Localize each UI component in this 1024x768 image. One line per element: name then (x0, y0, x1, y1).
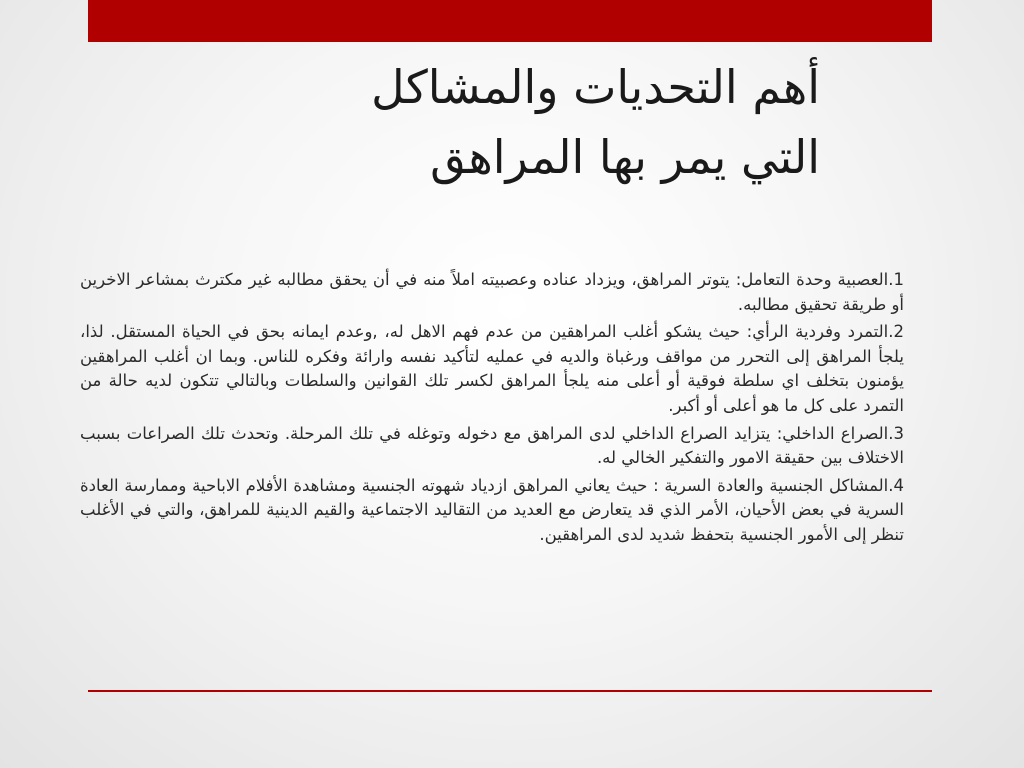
slide-title (100, 52, 820, 192)
paragraph-3: 3.الصراع الداخلي: يتزايد الصراع الداخلي لدى المراهق مع دخوله وتوغله في تلك المرحلة. وتحدث تلك الصراعات بسبب الاختلاف بين حقيقة الامور والتفكير الخالي له. (80, 423, 904, 468)
slide-title-line-1: أهم التحديات والمشاكل (371, 60, 820, 114)
paragraph-4: 4.المشاكل الجنسية والعادة السرية : حيث يعاني المراهق ازدياد شهوته الجنسية ومشاهدة الأفلام الاباحية وممارسة العادة السرية في بعض الأحيان، الأمر الذي قد يتعارض مع العديد من التقاليد الاجتماعية والقيم الدينية للمراهق، والتي في الأغلب تنظر إلى الأمور الجنسية بتحفظ شديد لدى المراهقين. (80, 475, 904, 544)
top-accent-band (88, 0, 932, 42)
bottom-accent-rule (88, 690, 932, 692)
paragraph-2: 2.التمرد وفردية الرأي: حيث يشكو أغلب المراهقين من عدم فهم الاهل له، ,وعدم ايمانه بحق في الحياة المستقل. لذا، يلجأ المراهق إلى التحرر من مواقف ورغباة والديه في عمليه لتأكيد نفسه وارائة وفكره للناس. وبما ان أغلب المراهقين يؤمنون بتخلف اي سلطة فوقية أو أعلى منه يلجأ المراهق لكسر تلك القوانين والسلطات وبالتالي تتكون لديه حالة من التمرد على كل ما هو أعلى أو أكبر. (80, 322, 904, 415)
slide-body (80, 268, 904, 551)
paragraph-1: 1.العصبية وحدة التعامل: يتوتر المراهق، ويزداد عناده وعصبيته املاً منه في أن يحقق مطالبه غير مكترث بمشاعر الاخرين أو طريقة تحقيق مطالبه. (80, 270, 904, 314)
slide-title-line-2: التي يمر بها المراهق (430, 130, 820, 184)
